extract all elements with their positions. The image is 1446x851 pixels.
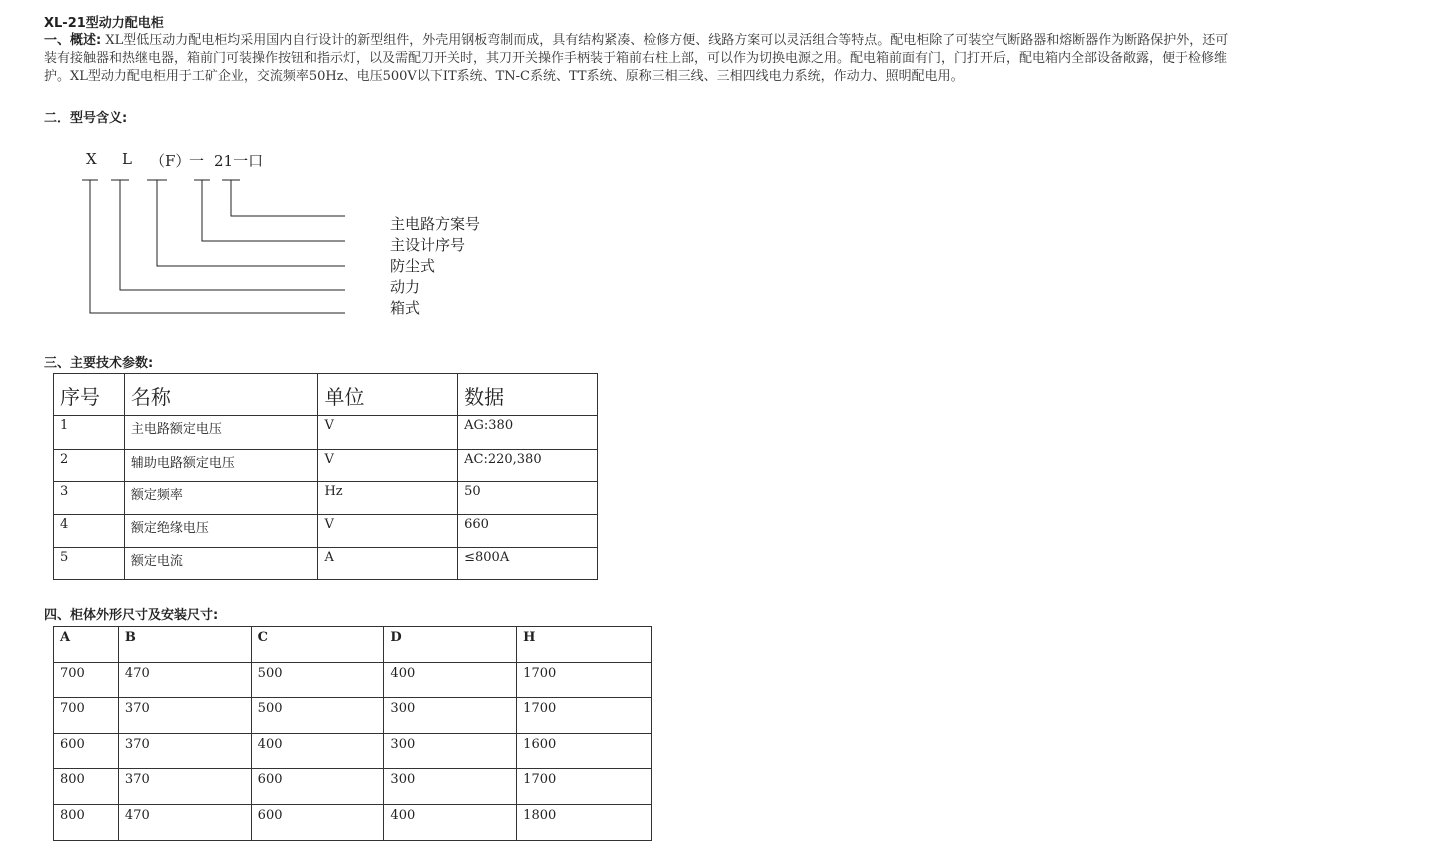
dimensions-header-cell: A [54, 627, 119, 663]
model-code-21: 21一口 [214, 152, 264, 170]
table-cell: V [318, 515, 458, 548]
label-dustproof: 防尘式 [390, 257, 436, 275]
table-cell: 额定绝缘电压 [124, 515, 318, 548]
table-cell: 1600 [517, 734, 652, 769]
table-row [54, 548, 598, 580]
table-cell: 370 [118, 769, 251, 805]
table-row [54, 663, 652, 698]
table-cell: A [318, 548, 458, 580]
specs-header-cell: 序号 [54, 374, 125, 416]
dimensions-table [53, 626, 652, 841]
table-cell: 1 [54, 416, 125, 450]
table-row [54, 805, 652, 841]
table-cell: 辅助电路额定电压 [124, 450, 318, 482]
dimensions-header-cell: D [384, 627, 517, 663]
connector-dustproof [147, 180, 345, 266]
table-cell: 500 [251, 698, 384, 734]
table-cell: AG:380 [458, 416, 598, 450]
table-cell: 1700 [517, 663, 652, 698]
table-row [54, 515, 598, 548]
model-code-dash: 一 [189, 152, 205, 170]
table-row [54, 698, 652, 734]
table-cell: 4 [54, 515, 125, 548]
table-row [54, 450, 598, 482]
connector-power [111, 180, 345, 290]
specs-heading: 三、主要技术参数: [44, 356, 154, 371]
table-cell: V [318, 450, 458, 482]
label-box: 箱式 [390, 299, 421, 317]
table-cell: 1700 [517, 698, 652, 734]
specs-header-cell: 单位 [318, 374, 458, 416]
table-cell: 1700 [517, 769, 652, 805]
table-cell: 400 [384, 663, 517, 698]
table-cell: 600 [54, 734, 119, 769]
table-cell: 3 [54, 482, 125, 515]
table-cell: 额定电流 [124, 548, 318, 580]
table-cell: 470 [118, 805, 251, 841]
table-row [54, 416, 598, 450]
label-main-circuit: 主电路方案号 [390, 215, 481, 233]
model-code-l: L [122, 150, 132, 168]
table-cell: 1800 [517, 805, 652, 841]
table-cell: 800 [54, 769, 119, 805]
model-code-f: （F） [150, 152, 191, 170]
table-cell: 370 [118, 734, 251, 769]
model-code-x: X [86, 150, 97, 168]
dimensions-header-cell: C [251, 627, 384, 663]
table-cell: 700 [54, 663, 119, 698]
page-title: XL-21型动力配电柜 [44, 16, 164, 31]
table-cell: 300 [384, 698, 517, 734]
table-cell: 500 [251, 663, 384, 698]
table-cell: 400 [251, 734, 384, 769]
table-cell: V [318, 416, 458, 450]
table-cell: 600 [251, 769, 384, 805]
model-heading: 二．型号含义: [44, 111, 128, 126]
table-cell: 370 [118, 698, 251, 734]
specs-header-row [54, 374, 598, 416]
table-row [54, 734, 652, 769]
specs-header-cell: 名称 [124, 374, 318, 416]
table-cell: 600 [251, 805, 384, 841]
table-cell: 额定频率 [124, 482, 318, 515]
specs-header-cell: 数据 [458, 374, 598, 416]
connector-box [82, 180, 345, 313]
table-cell: 700 [54, 698, 119, 734]
table-cell: 50 [458, 482, 598, 515]
specs-table [53, 373, 598, 580]
table-cell: 5 [54, 548, 125, 580]
connector-main-circuit [222, 180, 345, 216]
table-cell: Hz [318, 482, 458, 515]
label-power: 动力 [390, 278, 421, 296]
table-cell: AC:220,380 [458, 450, 598, 482]
table-cell: 800 [54, 805, 119, 841]
table-cell: 300 [384, 769, 517, 805]
table-cell: 300 [384, 734, 517, 769]
table-cell: 主电路额定电压 [124, 416, 318, 450]
table-row [54, 482, 598, 515]
table-row [54, 769, 652, 805]
table-cell: 470 [118, 663, 251, 698]
dimensions-header-row [54, 627, 652, 663]
overview-heading: 一、概述: [44, 33, 102, 48]
dimensions-header-cell: H [517, 627, 652, 663]
table-cell: 2 [54, 450, 125, 482]
table-cell: ≤800A [458, 548, 598, 580]
label-design-no: 主设计序号 [390, 236, 466, 254]
dimensions-header-cell: B [118, 627, 251, 663]
overview-text: XL型低压动力配电柜均采用国内自行设计的新型组件，外壳用钢板弯制而成，具有结构紧凑、检修方便、线路方案可以灵活组合等特点。配电柜除了可装空气断路器和熔断器作为断路保护外，还可装有接触器和热继电器，箱前门可装操作按钮和指示灯，以及需配刀开关时，其刀开关操作手柄装于箱前右柱上部，可以作为切换电源之用。配电箱前面有门，门打开后，配电箱内全部设备敞露，便于检修维护。XL型动力配电柜用于工矿企业，交流频率50Hz、电压500V以下IT系统、TN-C系统、TT系统、原称三相三线、三相四线电力系统，作动力、照明配电用。 [44, 33, 1229, 84]
dimensions-heading: 四、柜体外形尺寸及安装尺寸: [44, 608, 219, 623]
table-cell: 400 [384, 805, 517, 841]
connector-design-no [194, 180, 345, 241]
table-cell: 660 [458, 515, 598, 548]
